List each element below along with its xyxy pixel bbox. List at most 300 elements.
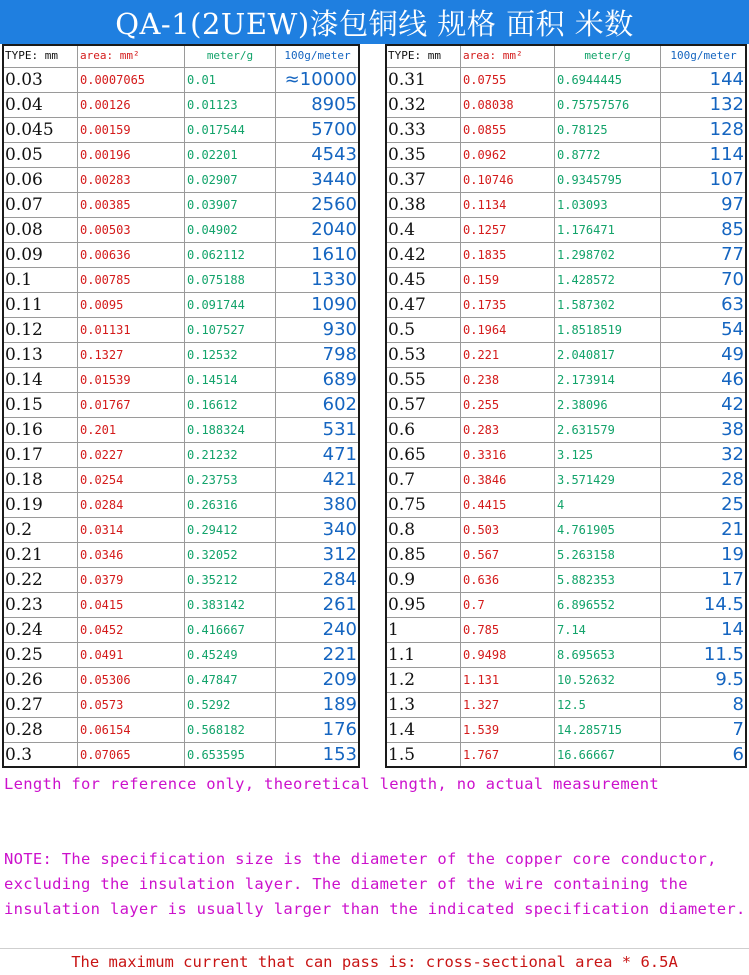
cell-diameter: 0.65 bbox=[386, 443, 461, 468]
cell-meter-per-gram: 0.26316 bbox=[185, 493, 276, 518]
header-row bbox=[386, 45, 747, 68]
cell-area: 0.01131 bbox=[78, 318, 185, 343]
cell-length-per-100g: 63 bbox=[661, 293, 747, 318]
table-row bbox=[386, 218, 747, 243]
table-row bbox=[386, 643, 747, 668]
cell-length-per-100g: 9.5 bbox=[661, 668, 747, 693]
cell-area: 0.1735 bbox=[461, 293, 555, 318]
cell-meter-per-gram: 0.5292 bbox=[185, 693, 276, 718]
cell-diameter: 0.47 bbox=[386, 293, 461, 318]
cell-area: 0.0573 bbox=[78, 693, 185, 718]
cell-meter-per-gram: 4.761905 bbox=[555, 518, 661, 543]
cell-diameter: 0.03 bbox=[3, 68, 78, 93]
table-row bbox=[3, 68, 360, 93]
cell-area: 0.0452 bbox=[78, 618, 185, 643]
cell-diameter: 0.13 bbox=[3, 343, 78, 368]
cell-length-per-100g: 1330 bbox=[276, 268, 360, 293]
cell-area: 0.0227 bbox=[78, 443, 185, 468]
cell-length-per-100g: 7 bbox=[661, 718, 747, 743]
table-row bbox=[386, 593, 747, 618]
cell-area: 0.01767 bbox=[78, 393, 185, 418]
cell-area: 0.0755 bbox=[461, 68, 555, 93]
cell-diameter: 0.07 bbox=[3, 193, 78, 218]
cell-length-per-100g: 930 bbox=[276, 318, 360, 343]
table-row bbox=[386, 318, 747, 343]
cell-diameter: 0.06 bbox=[3, 168, 78, 193]
cell-meter-per-gram: 3.125 bbox=[555, 443, 661, 468]
cell-diameter: 0.04 bbox=[3, 93, 78, 118]
cell-length-per-100g: 284 bbox=[276, 568, 360, 593]
table-row bbox=[386, 393, 747, 418]
cell-length-per-100g: 77 bbox=[661, 243, 747, 268]
cell-diameter: 0.2 bbox=[3, 518, 78, 543]
table-row bbox=[386, 443, 747, 468]
cell-area: 0.0379 bbox=[78, 568, 185, 593]
cell-diameter: 0.05 bbox=[3, 143, 78, 168]
table-row bbox=[3, 118, 360, 143]
cell-diameter: 0.42 bbox=[386, 243, 461, 268]
max-current-note: The maximum current that can pass is: cross-sectional area * 6.5A bbox=[71, 953, 678, 971]
cell-meter-per-gram: 0.78125 bbox=[555, 118, 661, 143]
cell-meter-per-gram: 2.040817 bbox=[555, 343, 661, 368]
cell-diameter: 0.26 bbox=[3, 668, 78, 693]
cell-meter-per-gram: 1.298702 bbox=[555, 243, 661, 268]
cell-area: 0.00159 bbox=[78, 118, 185, 143]
cell-area: 0.00126 bbox=[78, 93, 185, 118]
table-row bbox=[386, 93, 747, 118]
cell-diameter: 0.6 bbox=[386, 418, 461, 443]
reference-note: Length for reference only, theoretical length, no actual measurement bbox=[4, 775, 659, 793]
cell-area: 0.0415 bbox=[78, 593, 185, 618]
cell-length-per-100g: 107 bbox=[661, 168, 747, 193]
cell-area: 0.0314 bbox=[78, 518, 185, 543]
cell-meter-per-gram: 0.653595 bbox=[185, 743, 276, 768]
cell-length-per-100g: 240 bbox=[276, 618, 360, 643]
cell-length-per-100g: 189 bbox=[276, 693, 360, 718]
cell-area: 0.3316 bbox=[461, 443, 555, 468]
cell-diameter: 0.1 bbox=[3, 268, 78, 293]
cell-diameter: 0.19 bbox=[3, 493, 78, 518]
notes-section bbox=[0, 768, 749, 975]
cell-diameter: 0.11 bbox=[3, 293, 78, 318]
cell-meter-per-gram: 0.45249 bbox=[185, 643, 276, 668]
cell-meter-per-gram: 10.52632 bbox=[555, 668, 661, 693]
cell-meter-per-gram: 0.23753 bbox=[185, 468, 276, 493]
cell-meter-per-gram: 8.695653 bbox=[555, 643, 661, 668]
cell-meter-per-gram: 12.5 bbox=[555, 693, 661, 718]
cell-length-per-100g: 14 bbox=[661, 618, 747, 643]
cell-length-per-100g: 42 bbox=[661, 393, 747, 418]
cell-length-per-100g: 209 bbox=[276, 668, 360, 693]
cell-area: 1.767 bbox=[461, 743, 555, 768]
cell-length-per-100g: 28 bbox=[661, 468, 747, 493]
cell-length-per-100g: 380 bbox=[276, 493, 360, 518]
table-gap bbox=[360, 44, 385, 768]
table-row bbox=[3, 693, 360, 718]
cell-area: 0.785 bbox=[461, 618, 555, 643]
cell-area: 0.1835 bbox=[461, 243, 555, 268]
cell-diameter: 0.33 bbox=[386, 118, 461, 143]
cell-length-per-100g: 97 bbox=[661, 193, 747, 218]
cell-length-per-100g: 2040 bbox=[276, 218, 360, 243]
table-row bbox=[386, 618, 747, 643]
table-row bbox=[3, 418, 360, 443]
cell-diameter: 0.35 bbox=[386, 143, 461, 168]
header-length-per-100g: 100g/meter bbox=[276, 45, 360, 68]
cell-meter-per-gram: 1.8518519 bbox=[555, 318, 661, 343]
cell-diameter: 1.2 bbox=[386, 668, 461, 693]
cell-meter-per-gram: 0.017544 bbox=[185, 118, 276, 143]
cell-meter-per-gram: 2.38096 bbox=[555, 393, 661, 418]
cell-length-per-100g: 46 bbox=[661, 368, 747, 393]
table-row bbox=[3, 368, 360, 393]
cell-meter-per-gram: 0.02201 bbox=[185, 143, 276, 168]
cell-area: 0.283 bbox=[461, 418, 555, 443]
cell-area: 0.00503 bbox=[78, 218, 185, 243]
spec-table-left bbox=[2, 44, 360, 768]
table-row bbox=[386, 68, 747, 93]
cell-meter-per-gram: 0.6944445 bbox=[555, 68, 661, 93]
table-row bbox=[386, 693, 747, 718]
cell-area: 0.3846 bbox=[461, 468, 555, 493]
cell-length-per-100g: 312 bbox=[276, 543, 360, 568]
table-row bbox=[386, 143, 747, 168]
cell-meter-per-gram: 0.188324 bbox=[185, 418, 276, 443]
cell-length-per-100g: 32 bbox=[661, 443, 747, 468]
cell-diameter: 0.5 bbox=[386, 318, 461, 343]
cell-area: 0.00283 bbox=[78, 168, 185, 193]
cell-diameter: 0.14 bbox=[3, 368, 78, 393]
cell-length-per-100g: 153 bbox=[276, 743, 360, 768]
table-row bbox=[3, 143, 360, 168]
cell-diameter: 0.9 bbox=[386, 568, 461, 593]
table-row bbox=[3, 493, 360, 518]
cell-area: 0.0007065 bbox=[78, 68, 185, 93]
table-row bbox=[386, 168, 747, 193]
cell-area: 0.00785 bbox=[78, 268, 185, 293]
cell-diameter: 0.25 bbox=[3, 643, 78, 668]
table-row bbox=[386, 368, 747, 393]
cell-meter-per-gram: 0.9345795 bbox=[555, 168, 661, 193]
cell-area: 0.0855 bbox=[461, 118, 555, 143]
cell-meter-per-gram: 0.416667 bbox=[185, 618, 276, 643]
cell-length-per-100g: 602 bbox=[276, 393, 360, 418]
cell-diameter: 0.7 bbox=[386, 468, 461, 493]
cell-diameter: 1.1 bbox=[386, 643, 461, 668]
table-row bbox=[386, 518, 747, 543]
cell-meter-per-gram: 1.428572 bbox=[555, 268, 661, 293]
cell-diameter: 0.85 bbox=[386, 543, 461, 568]
cell-meter-per-gram: 0.107527 bbox=[185, 318, 276, 343]
cell-meter-per-gram: 0.47847 bbox=[185, 668, 276, 693]
header-diameter: TYPE: mm bbox=[3, 45, 78, 68]
cell-length-per-100g: 14.5 bbox=[661, 593, 747, 618]
spec-note: NOTE: The specification size is the diameter of the copper core conductor, excluding the insulation layer. The diameter of the wire containing the insulation layer is usually larger than the indicated specification diameter. bbox=[4, 850, 746, 918]
table-row bbox=[3, 318, 360, 343]
cell-length-per-100g: 8 bbox=[661, 693, 747, 718]
cell-area: 0.159 bbox=[461, 268, 555, 293]
table-row bbox=[386, 718, 747, 743]
cell-length-per-100g: 21 bbox=[661, 518, 747, 543]
cell-area: 0.1964 bbox=[461, 318, 555, 343]
cell-meter-per-gram: 7.14 bbox=[555, 618, 661, 643]
cell-meter-per-gram: 0.21232 bbox=[185, 443, 276, 468]
cell-diameter: 0.55 bbox=[386, 368, 461, 393]
cell-area: 0.0284 bbox=[78, 493, 185, 518]
cell-diameter: 0.15 bbox=[3, 393, 78, 418]
cell-area: 0.05306 bbox=[78, 668, 185, 693]
cell-diameter: 0.75 bbox=[386, 493, 461, 518]
table-row bbox=[3, 393, 360, 418]
table-row bbox=[386, 493, 747, 518]
table-row bbox=[3, 643, 360, 668]
cell-meter-per-gram: 0.075188 bbox=[185, 268, 276, 293]
cell-meter-per-gram: 0.35212 bbox=[185, 568, 276, 593]
cell-meter-per-gram: 14.285715 bbox=[555, 718, 661, 743]
page-title: QA-1(2UEW)漆包铜线 规格 面积 米数 bbox=[0, 0, 749, 44]
table-row bbox=[386, 543, 747, 568]
cell-meter-per-gram: 0.01 bbox=[185, 68, 276, 93]
cell-diameter: 0.22 bbox=[3, 568, 78, 593]
table-row bbox=[3, 543, 360, 568]
cell-length-per-100g: 221 bbox=[276, 643, 360, 668]
table-row bbox=[3, 518, 360, 543]
table-row bbox=[3, 743, 360, 768]
table-row bbox=[3, 93, 360, 118]
cell-length-per-100g: 2560 bbox=[276, 193, 360, 218]
cell-length-per-100g: 85 bbox=[661, 218, 747, 243]
cell-diameter: 0.17 bbox=[3, 443, 78, 468]
cell-length-per-100g: 38 bbox=[661, 418, 747, 443]
table-row bbox=[3, 268, 360, 293]
cell-meter-per-gram: 0.32052 bbox=[185, 543, 276, 568]
cell-length-per-100g: 261 bbox=[276, 593, 360, 618]
cell-area: 0.567 bbox=[461, 543, 555, 568]
cell-meter-per-gram: 0.16612 bbox=[185, 393, 276, 418]
header-meter-per-gram: meter/g bbox=[185, 45, 276, 68]
cell-diameter: 0.31 bbox=[386, 68, 461, 93]
cell-length-per-100g: 54 bbox=[661, 318, 747, 343]
table-row bbox=[386, 468, 747, 493]
cell-area: 1.539 bbox=[461, 718, 555, 743]
cell-diameter: 1.5 bbox=[386, 743, 461, 768]
header-area: area: mm² bbox=[461, 45, 555, 68]
cell-meter-per-gram: 4 bbox=[555, 493, 661, 518]
table-row bbox=[386, 668, 747, 693]
cell-meter-per-gram: 2.173914 bbox=[555, 368, 661, 393]
table-row bbox=[3, 343, 360, 368]
cell-meter-per-gram: 5.263158 bbox=[555, 543, 661, 568]
cell-diameter: 0.38 bbox=[386, 193, 461, 218]
cell-meter-per-gram: 0.29412 bbox=[185, 518, 276, 543]
cell-area: 0.1257 bbox=[461, 218, 555, 243]
cell-length-per-100g: ≈10000 bbox=[276, 68, 360, 93]
cell-length-per-100g: 11.5 bbox=[661, 643, 747, 668]
cell-length-per-100g: 49 bbox=[661, 343, 747, 368]
spec-grid bbox=[2, 44, 747, 768]
header-diameter: TYPE: mm bbox=[386, 45, 461, 68]
cell-area: 0.7 bbox=[461, 593, 555, 618]
header-row bbox=[3, 45, 360, 68]
cell-area: 0.06154 bbox=[78, 718, 185, 743]
cell-area: 0.0254 bbox=[78, 468, 185, 493]
cell-length-per-100g: 114 bbox=[661, 143, 747, 168]
table-row bbox=[386, 743, 747, 768]
table-row bbox=[386, 243, 747, 268]
cell-area: 0.01539 bbox=[78, 368, 185, 393]
table-row bbox=[3, 718, 360, 743]
cell-meter-per-gram: 0.75757576 bbox=[555, 93, 661, 118]
cell-diameter: 0.27 bbox=[3, 693, 78, 718]
cell-area: 1.327 bbox=[461, 693, 555, 718]
table-row bbox=[3, 443, 360, 468]
cell-area: 0.1327 bbox=[78, 343, 185, 368]
table-row bbox=[3, 618, 360, 643]
table-row bbox=[3, 193, 360, 218]
cell-length-per-100g: 70 bbox=[661, 268, 747, 293]
cell-area: 0.238 bbox=[461, 368, 555, 393]
cell-area: 0.255 bbox=[461, 393, 555, 418]
cell-meter-per-gram: 16.66667 bbox=[555, 743, 661, 768]
cell-meter-per-gram: 0.03907 bbox=[185, 193, 276, 218]
cell-diameter: 0.57 bbox=[386, 393, 461, 418]
cell-diameter: 0.21 bbox=[3, 543, 78, 568]
table-row bbox=[386, 568, 747, 593]
header-length-per-100g: 100g/meter bbox=[661, 45, 747, 68]
cell-diameter: 0.16 bbox=[3, 418, 78, 443]
cell-meter-per-gram: 0.383142 bbox=[185, 593, 276, 618]
cell-length-per-100g: 6 bbox=[661, 743, 747, 768]
cell-area: 0.0346 bbox=[78, 543, 185, 568]
cell-meter-per-gram: 0.8772 bbox=[555, 143, 661, 168]
table-row bbox=[3, 168, 360, 193]
cell-length-per-100g: 132 bbox=[661, 93, 747, 118]
cell-length-per-100g: 17 bbox=[661, 568, 747, 593]
cell-area: 0.201 bbox=[78, 418, 185, 443]
cell-meter-per-gram: 3.571429 bbox=[555, 468, 661, 493]
cell-length-per-100g: 19 bbox=[661, 543, 747, 568]
cell-length-per-100g: 25 bbox=[661, 493, 747, 518]
header-meter-per-gram: meter/g bbox=[555, 45, 661, 68]
cell-length-per-100g: 1610 bbox=[276, 243, 360, 268]
cell-area: 0.00636 bbox=[78, 243, 185, 268]
cell-area: 0.00385 bbox=[78, 193, 185, 218]
cell-diameter: 0.45 bbox=[386, 268, 461, 293]
cell-area: 0.221 bbox=[461, 343, 555, 368]
cell-length-per-100g: 176 bbox=[276, 718, 360, 743]
table-row bbox=[3, 468, 360, 493]
cell-diameter: 0.95 bbox=[386, 593, 461, 618]
cell-diameter: 0.8 bbox=[386, 518, 461, 543]
table-row bbox=[3, 568, 360, 593]
cell-area: 0.00196 bbox=[78, 143, 185, 168]
cell-diameter: 0.53 bbox=[386, 343, 461, 368]
table-row bbox=[3, 293, 360, 318]
cell-meter-per-gram: 0.062112 bbox=[185, 243, 276, 268]
cell-diameter: 0.4 bbox=[386, 218, 461, 243]
cell-length-per-100g: 144 bbox=[661, 68, 747, 93]
cell-meter-per-gram: 0.12532 bbox=[185, 343, 276, 368]
table-row bbox=[3, 243, 360, 268]
cell-length-per-100g: 471 bbox=[276, 443, 360, 468]
cell-length-per-100g: 5700 bbox=[276, 118, 360, 143]
cell-meter-per-gram: 0.04902 bbox=[185, 218, 276, 243]
table-row bbox=[3, 218, 360, 243]
cell-area: 1.131 bbox=[461, 668, 555, 693]
cell-meter-per-gram: 0.091744 bbox=[185, 293, 276, 318]
cell-area: 0.636 bbox=[461, 568, 555, 593]
cell-length-per-100g: 531 bbox=[276, 418, 360, 443]
cell-area: 0.0095 bbox=[78, 293, 185, 318]
cell-area: 0.08038 bbox=[461, 93, 555, 118]
footer-divider bbox=[0, 948, 749, 949]
cell-diameter: 0.32 bbox=[386, 93, 461, 118]
cell-meter-per-gram: 0.568182 bbox=[185, 718, 276, 743]
header-area: area: mm² bbox=[78, 45, 185, 68]
table-row bbox=[386, 418, 747, 443]
cell-diameter: 1.3 bbox=[386, 693, 461, 718]
cell-meter-per-gram: 2.631579 bbox=[555, 418, 661, 443]
cell-diameter: 0.18 bbox=[3, 468, 78, 493]
cell-meter-per-gram: 1.03093 bbox=[555, 193, 661, 218]
cell-diameter: 0.045 bbox=[3, 118, 78, 143]
table-row bbox=[386, 193, 747, 218]
table-row bbox=[386, 118, 747, 143]
cell-diameter: 0.08 bbox=[3, 218, 78, 243]
cell-length-per-100g: 421 bbox=[276, 468, 360, 493]
cell-area: 0.0962 bbox=[461, 143, 555, 168]
cell-diameter: 1.4 bbox=[386, 718, 461, 743]
cell-area: 0.4415 bbox=[461, 493, 555, 518]
cell-length-per-100g: 8905 bbox=[276, 93, 360, 118]
cell-area: 0.0491 bbox=[78, 643, 185, 668]
cell-diameter: 0.24 bbox=[3, 618, 78, 643]
cell-meter-per-gram: 1.587302 bbox=[555, 293, 661, 318]
cell-area: 0.9498 bbox=[461, 643, 555, 668]
cell-diameter: 0.12 bbox=[3, 318, 78, 343]
cell-meter-per-gram: 1.176471 bbox=[555, 218, 661, 243]
table-row bbox=[3, 668, 360, 693]
cell-area: 0.503 bbox=[461, 518, 555, 543]
cell-meter-per-gram: 0.14514 bbox=[185, 368, 276, 393]
cell-length-per-100g: 3440 bbox=[276, 168, 360, 193]
cell-meter-per-gram: 6.896552 bbox=[555, 593, 661, 618]
cell-length-per-100g: 128 bbox=[661, 118, 747, 143]
cell-meter-per-gram: 0.02907 bbox=[185, 168, 276, 193]
table-row bbox=[3, 593, 360, 618]
cell-diameter: 1 bbox=[386, 618, 461, 643]
cell-length-per-100g: 4543 bbox=[276, 143, 360, 168]
cell-length-per-100g: 1090 bbox=[276, 293, 360, 318]
cell-area: 0.10746 bbox=[461, 168, 555, 193]
cell-diameter: 0.09 bbox=[3, 243, 78, 268]
cell-meter-per-gram: 5.882353 bbox=[555, 568, 661, 593]
cell-diameter: 0.28 bbox=[3, 718, 78, 743]
cell-length-per-100g: 798 bbox=[276, 343, 360, 368]
cell-area: 0.07065 bbox=[78, 743, 185, 768]
cell-length-per-100g: 340 bbox=[276, 518, 360, 543]
table-row bbox=[386, 268, 747, 293]
spec-table-right bbox=[385, 44, 747, 768]
cell-meter-per-gram: 0.01123 bbox=[185, 93, 276, 118]
cell-area: 0.1134 bbox=[461, 193, 555, 218]
cell-diameter: 0.37 bbox=[386, 168, 461, 193]
table-row bbox=[386, 343, 747, 368]
cell-diameter: 0.23 bbox=[3, 593, 78, 618]
cell-diameter: 0.3 bbox=[3, 743, 78, 768]
table-row bbox=[386, 293, 747, 318]
cell-length-per-100g: 689 bbox=[276, 368, 360, 393]
